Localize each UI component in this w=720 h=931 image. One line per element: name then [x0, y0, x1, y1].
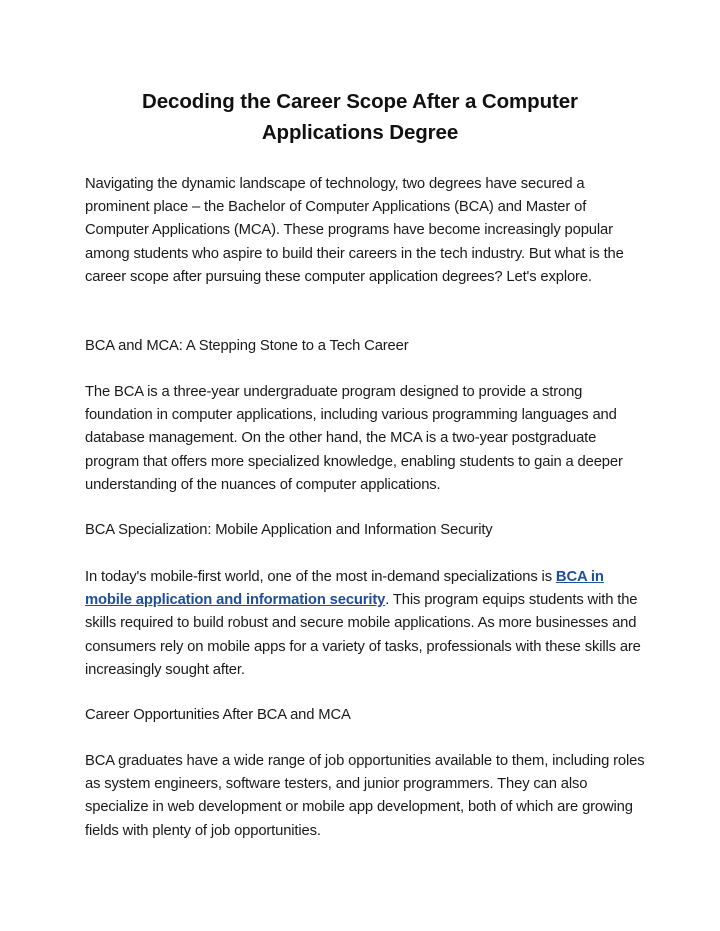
- section-heading-bca-mca: BCA and MCA: A Stepping Stone to a Tech Career: [85, 338, 409, 354]
- bca-mca-paragraph: The BCA is a three-year undergraduate program designed to provide a strong foundation in computer applications, including various programming languages and database management. On the other hand, the MCA is a two-year postgraduate program that offers more specialized knowledge, enabling students to gain a deeper understanding of the nuances of computer applications.: [85, 384, 623, 493]
- specialization-text-after: . This program equips students with the skills required to build robust and secure mobile applications. As more businesses and consumers rely on mobile apps for a variety of tasks, professionals with these skills are increasingly sought after.: [85, 592, 641, 678]
- title-line-2: Applications Degree: [261, 121, 459, 144]
- bca-mobile-security-link[interactable]: BCA in mobile application and information security: [85, 569, 604, 609]
- career-paragraph: BCA graduates have a wide range of job opportunities available to them, including roles as system engineers, software testers, and junior programmers. They can also specialize in web development or mobile app development, both of which are growing fields with plenty of job opportunities.: [85, 753, 645, 839]
- section-heading-career: Career Opportunities After BCA and MCA: [85, 707, 351, 723]
- intro-paragraph: Navigating the dynamic landscape of technology, two degrees have secured a prominent place – the Bachelor of Computer Applications (BCA) and Master of Computer Applications (MCA). These programs have become increasingly popular among students who aspire to build their careers in the tech industry. But what is the career scope after pursuing these computer application degrees? Let's explore.: [85, 176, 624, 285]
- title-line-1: Decoding the Career Scope After a Computer: [142, 90, 578, 113]
- specialization-paragraph: [85, 566, 645, 682]
- document-title: [60, 86, 660, 148]
- specialization-text-before: In today's mobile-first world, one of the most in-demand specializations is: [85, 569, 556, 585]
- section-heading-specialization: BCA Specialization: Mobile Application and Information Security: [85, 522, 493, 538]
